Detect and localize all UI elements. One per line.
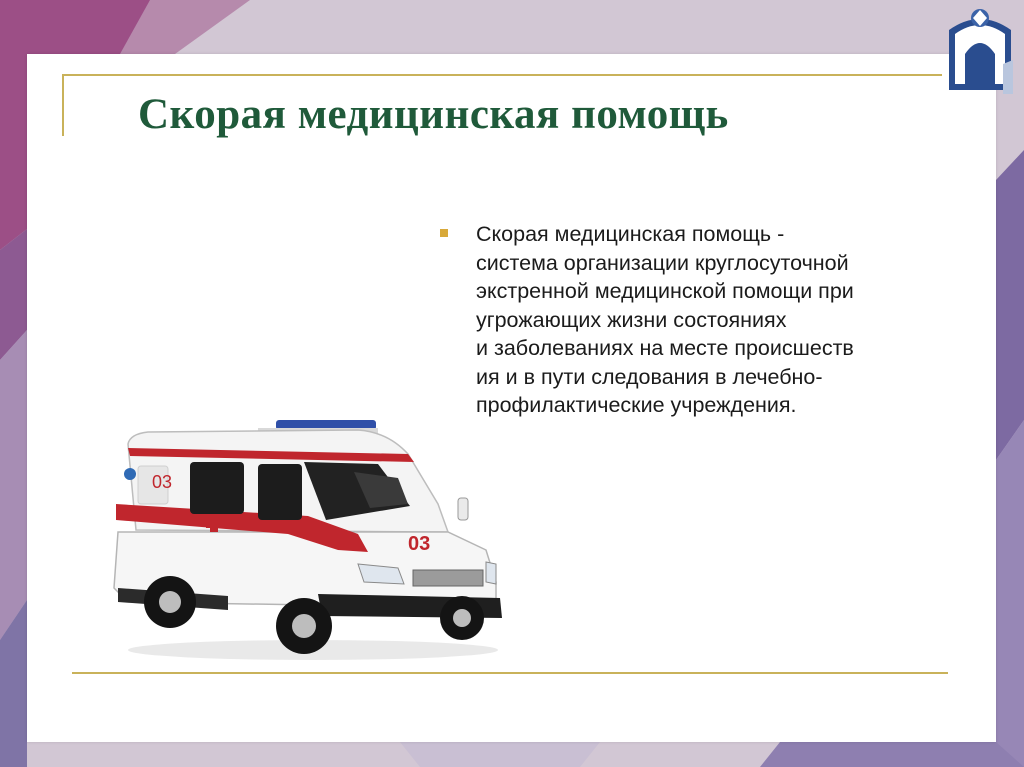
front-plate-number: 03	[408, 533, 431, 555]
university-emblem-icon	[943, 2, 1017, 98]
slide-title: Скорая медицинская помощь	[138, 91, 729, 138]
side-plate-number: 03	[152, 472, 173, 492]
bullet-text: Скорая медицинская помощь - система организации круглосуточной экстренной медицинской помощи при угрожающих жизни состояниях и заболеваниях на месте происшеств ия и в пути следования в лечебно- профилактические учреждения.	[476, 222, 854, 417]
title-top-rule	[62, 74, 942, 76]
bottom-rule	[72, 672, 948, 674]
title-left-rule	[62, 74, 64, 136]
square-bullet-icon	[440, 229, 448, 237]
ambulance-image	[108, 412, 508, 664]
